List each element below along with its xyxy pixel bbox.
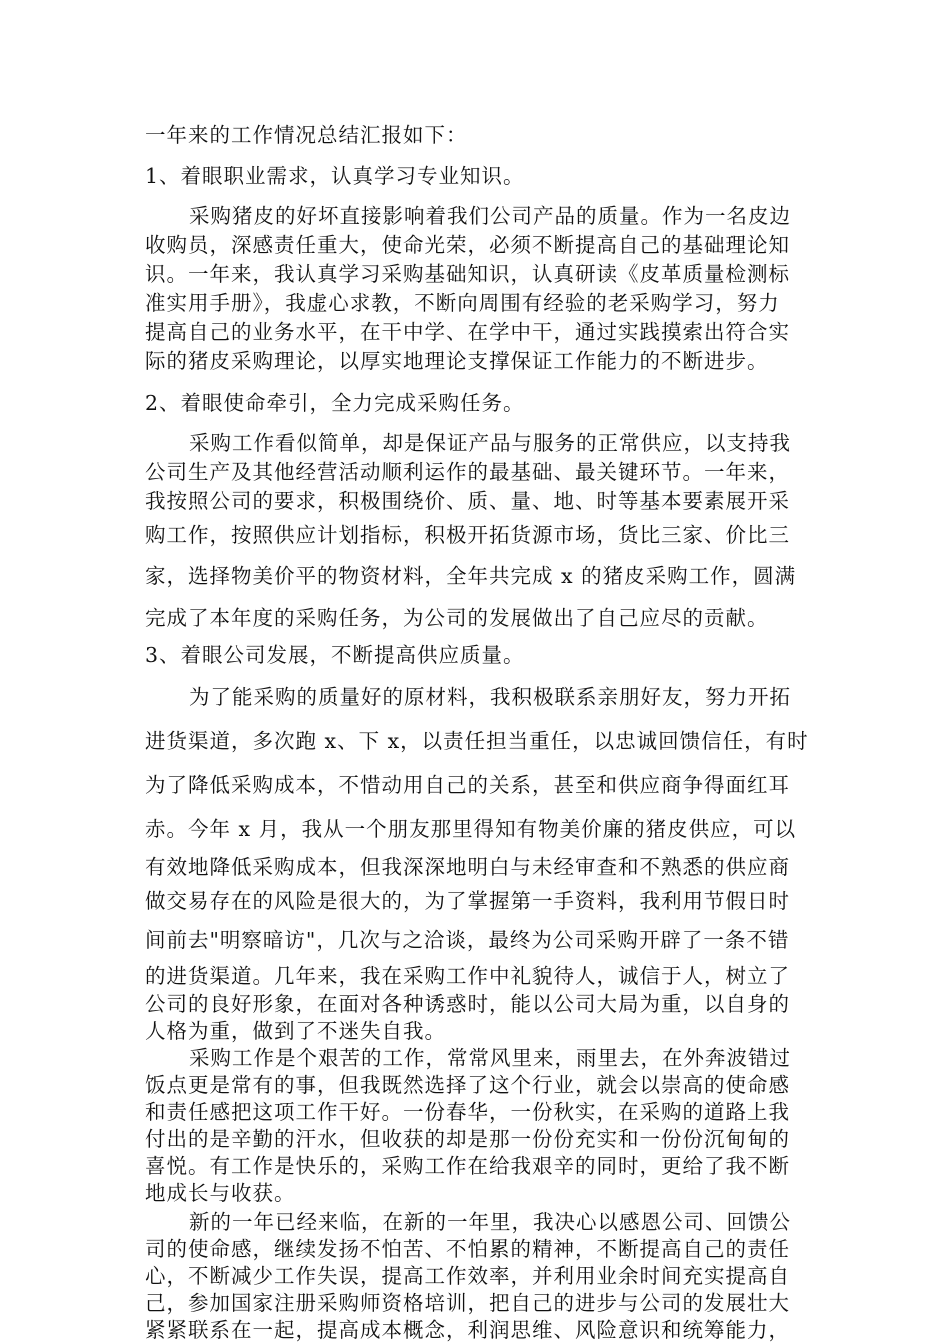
paragraph-line: 的进货渠道。几年来，我在采购工作中礼貌待人，诚信于人，树立了 — [145, 964, 790, 988]
heading-text: 3、着眼公司发展，不断提高供应质量。 — [145, 643, 525, 667]
paragraph-line: 饭点更是常有的事，但我既然选择了这个行业，就会以崇高的使命感 — [145, 1073, 790, 1097]
paragraph-line: 司的使命感，继续发扬不怕苦、不怕累的精神，不断提高自己的责任 — [145, 1237, 790, 1261]
paragraph-line: 公司生产及其他经营活动顺利运作的最基础、最关键环节。一年来， — [145, 460, 790, 484]
paragraph-5 — [145, 1209, 813, 1344]
paragraph-line: 为了能采购的质量好的原材料，我积极联系亲朋好友，努力开拓 — [189, 685, 791, 709]
intro-text: 一年来的工作情况总结汇报如下： — [145, 123, 468, 147]
paragraph-line: 赤。今年 x 月，我从一个朋友那里得知有物美价廉的猪皮供应，可以 — [145, 817, 797, 841]
paragraph-line: 间前去"明察暗访"，几次与之洽谈，最终为公司采购开辟了一条不错 — [145, 928, 790, 952]
paragraph-line: 准实用手册》，我虚心求教，不断向周围有经验的老采购学习，努力 — [145, 291, 780, 315]
paragraph-line: 做交易存在的风险是很大的，为了掌握第一手资料，我利用节假日时 — [145, 889, 790, 913]
paragraph-line: 己，参加国家注册采购师资格培训，把自己的进步与公司的发展壮大 — [145, 1291, 790, 1315]
paragraph-line: 有效地降低采购成本，但我深深地明白与未经审查和不熟悉的供应商 — [145, 855, 790, 879]
paragraph-line: 收购员，深感责任重大，使命光荣，必须不断提高自己的基础理论知 — [145, 233, 790, 257]
paragraph-line: 和责任感把这项工作干好。一份春华，一份秋实，在采购的道路上我 — [145, 1100, 790, 1124]
paragraph-line: 我按照公司的要求，积极围绕价、质、量、地、时等基本要素展开采 — [145, 489, 790, 513]
paragraph-line: 采购工作看似简单，却是保证产品与服务的正常供应，以支持我 — [189, 431, 791, 455]
paragraph-line: 购工作，按照供应计划指标，积极开拓货源市场，货比三家、价比三 — [145, 523, 790, 547]
paragraph-line: 采购猪皮的好坏直接影响着我们公司产品的质量。作为一名皮边 — [189, 204, 791, 228]
paragraph-line: 完成了本年度的采购任务，为公司的发展做出了自己应尽的贡献。 — [145, 606, 769, 630]
paragraph-line: 喜悦。有工作是快乐的，采购工作在给我艰辛的同时，更给了我不断 — [145, 1154, 790, 1178]
intro-paragraph — [145, 122, 813, 149]
paragraph-line: 识。一年来，我认真学习采购基础知识，认真研读《皮革质量检测标 — [145, 262, 790, 286]
paragraph-line: 紧紧联系在一起，提高成本概念，利润思维、风险意识和统筹能力， — [145, 1318, 790, 1342]
paragraph-line: 地成长与收获。 — [145, 1181, 296, 1205]
paragraph-2 — [145, 429, 813, 638]
paragraph-3 — [145, 675, 813, 1045]
heading-text: 1、着眼职业需求，认真学习专业知识。 — [145, 164, 525, 188]
paragraph-line: 提高自己的业务水平，在干中学、在学中干，通过实践摸索出符合实 — [145, 320, 790, 344]
paragraph-line: 采购工作是个艰苦的工作，常常风里来，雨里去，在外奔波错过 — [189, 1046, 791, 1070]
paragraph-line: 付出的是辛勤的汗水，但收获的却是那一份份充实和一份份沉甸甸的 — [145, 1127, 790, 1151]
paragraph-1 — [145, 202, 813, 376]
section-heading-3 — [145, 642, 813, 669]
document-body — [145, 122, 813, 1344]
paragraph-line: 人格为重，做到了不迷失自我。 — [145, 1019, 446, 1043]
paragraph-line: 公司的良好形象，在面对各种诱惑时，能以公司大局为重，以自身的 — [145, 992, 790, 1016]
paragraph-line: 际的猪皮采购理论，以厚实地理论支撑保证工作能力的不断进步。 — [145, 349, 769, 373]
paragraph-4 — [145, 1045, 813, 1207]
section-heading-1 — [145, 163, 813, 190]
paragraph-line: 心，不断减少工作失误，提高工作效率，并利用业余时间充实提高自 — [145, 1264, 790, 1288]
paragraph-line: 进货渠道，多次跑 x、下 x，以责任担当重任，以忠诚回馈信任，有时 — [145, 729, 809, 753]
heading-text: 2、着眼使命牵引，全力完成采购任务。 — [145, 391, 525, 415]
paragraph-line: 新的一年已经来临，在新的一年里，我决心以感恩公司、回馈公 — [189, 1210, 791, 1234]
paragraph-line: 家，选择物美价平的物资材料，全年共完成 x 的猪皮采购工作，圆满 — [145, 564, 797, 588]
paragraph-line: 为了降低采购成本，不惜动用自己的关系，甚至和供应商争得面红耳 — [145, 773, 790, 797]
section-heading-2 — [145, 390, 813, 417]
